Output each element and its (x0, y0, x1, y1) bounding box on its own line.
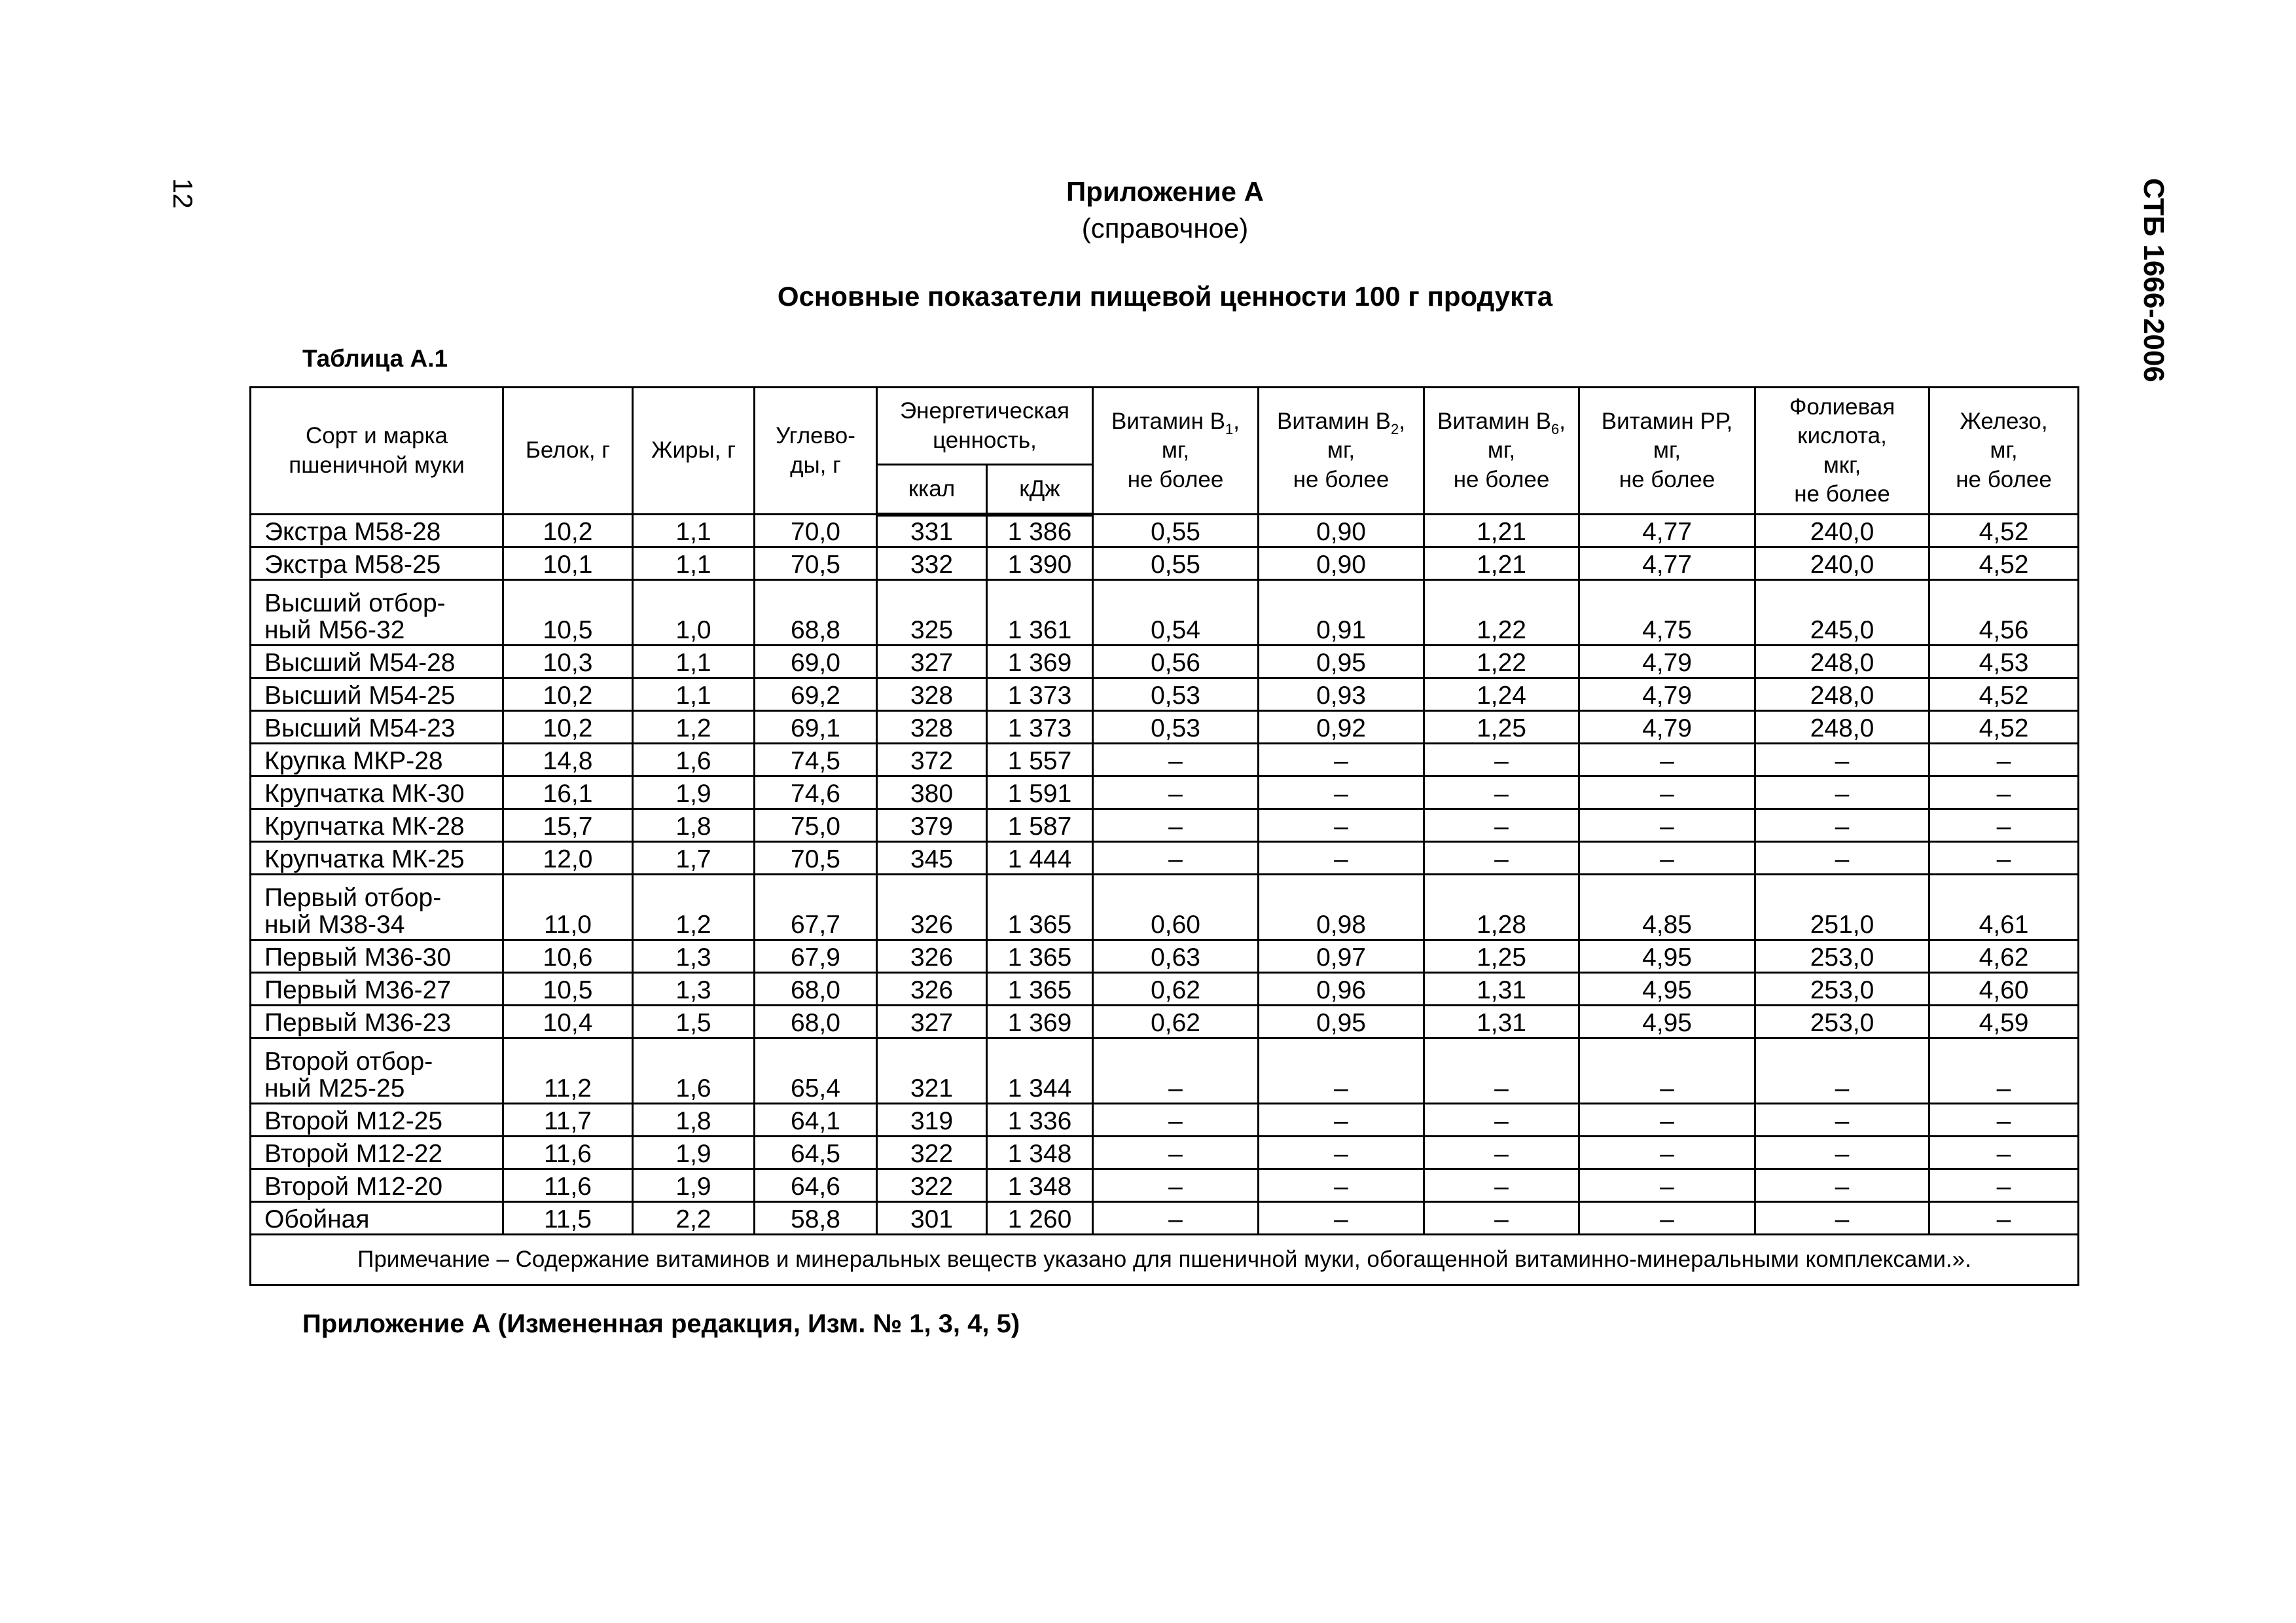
cell-kj: 1 260 (987, 1202, 1093, 1235)
cell-b2: – (1259, 809, 1424, 842)
cell-b2: – (1259, 1038, 1424, 1104)
cell-kcal: 327 (877, 646, 987, 678)
cell-pp: 4,79 (1579, 646, 1755, 678)
cell-kcal: 321 (877, 1038, 987, 1104)
cell-b1: – (1093, 776, 1259, 809)
table-note: Примечание – Содержание витаминов и минеральных веществ указано для пшеничной муки, обогащенной витаминно-минеральными комплексами.». (251, 1235, 2079, 1285)
cell-b1: – (1093, 809, 1259, 842)
header-vitamin-b1: Витамин $В_1$, мг, не более (1093, 388, 1259, 515)
cell-fat: 1,6 (633, 1038, 755, 1104)
cell-b1: 0,60 (1093, 875, 1259, 940)
row-sort-name-line: Крупка МКР-28 (264, 747, 443, 776)
row-sort-name-line: Обойная (264, 1205, 370, 1234)
cell-protein: 15,7 (503, 809, 633, 842)
table-row (251, 809, 2079, 842)
cell-protein: 10,2 (503, 678, 633, 711)
row-sort-name-line: Экстра М58-25 (264, 551, 441, 579)
cell-iron: – (1929, 1038, 2079, 1104)
cell-kcal: 345 (877, 842, 987, 875)
cell-b2: – (1259, 1137, 1424, 1169)
cell-kj: 1 344 (987, 1038, 1093, 1104)
row-sort-name-line: Высший М54-28 (264, 649, 456, 678)
table-row (251, 875, 2079, 940)
cell-b2: 0,95 (1259, 646, 1424, 678)
cell-iron: – (1929, 1169, 2079, 1202)
header-carbs: Углево- ды, г (755, 388, 877, 515)
cell-b6: – (1424, 776, 1579, 809)
cell-kj: 1 365 (987, 875, 1093, 940)
header-folic-acid: Фолиевая кислота, мкг, не более (1755, 388, 1929, 515)
cell-folic: – (1755, 842, 1929, 875)
table-row (251, 973, 2079, 1006)
cell-kcal: 380 (877, 776, 987, 809)
cell-kj: 1 348 (987, 1137, 1093, 1169)
cell-carbs: 70,5 (755, 547, 877, 580)
cell-fat: 1,1 (633, 646, 755, 678)
cell-folic: 253,0 (1755, 1006, 1929, 1038)
cell-folic: – (1755, 744, 1929, 776)
cell-fat: 1,2 (633, 711, 755, 744)
cell-pp: – (1579, 809, 1755, 842)
header-fat: Жиры, г (633, 388, 755, 515)
cell-fat: 1,3 (633, 973, 755, 1006)
cell-fat: 2,2 (633, 1202, 755, 1235)
cell-folic: – (1755, 1169, 1929, 1202)
cell-b1: 0,53 (1093, 711, 1259, 744)
cell-protein: 16,1 (503, 776, 633, 809)
table-row (251, 940, 2079, 973)
header-energy: Энергетическая ценность, (877, 388, 1093, 465)
row-sort-name-line: Второй М12-22 (264, 1140, 443, 1169)
cell-kcal: 326 (877, 875, 987, 940)
row-sort-name (251, 973, 503, 1006)
cell-protein: 11,6 (503, 1137, 633, 1169)
cell-pp: 4,95 (1579, 973, 1755, 1006)
cell-carbs: 67,7 (755, 875, 877, 940)
cell-b6: 1,25 (1424, 940, 1579, 973)
row-sort-name (251, 1202, 503, 1235)
cell-protein: 10,5 (503, 580, 633, 646)
cell-kj: 1 373 (987, 711, 1093, 744)
cell-b1: – (1093, 744, 1259, 776)
cell-b6: – (1424, 809, 1579, 842)
header-sort: Сорт и марка пшеничной муки (251, 388, 503, 515)
cell-carbs: 68,8 (755, 580, 877, 646)
cell-fat: 1,9 (633, 776, 755, 809)
row-sort-name (251, 515, 503, 547)
cell-iron: 4,53 (1929, 646, 2079, 678)
cell-iron: – (1929, 1137, 2079, 1169)
cell-folic: – (1755, 776, 1929, 809)
cell-kj: 1 587 (987, 809, 1093, 842)
cell-pp: – (1579, 744, 1755, 776)
cell-carbs: 69,1 (755, 711, 877, 744)
cell-folic: 245,0 (1755, 580, 1929, 646)
row-sort-name-line: Первый отбор- (264, 884, 442, 913)
cell-iron: 4,52 (1929, 678, 2079, 711)
row-sort-name (251, 875, 503, 940)
cell-b1: – (1093, 842, 1259, 875)
cell-kcal: 319 (877, 1104, 987, 1137)
cell-b2: 0,97 (1259, 940, 1424, 973)
cell-iron: 4,59 (1929, 1006, 2079, 1038)
table-row (251, 1006, 2079, 1038)
cell-b1: 0,55 (1093, 515, 1259, 547)
nutrition-table (249, 386, 2079, 1286)
cell-protein: 11,0 (503, 875, 633, 940)
cell-folic: – (1755, 1104, 1929, 1137)
row-sort-name-line: Первый М36-30 (264, 943, 452, 972)
cell-protein: 11,7 (503, 1104, 633, 1137)
appendix-title: Приложение А (1066, 176, 1265, 207)
cell-carbs: 70,0 (755, 515, 877, 547)
cell-pp: – (1579, 1104, 1755, 1137)
cell-b1: – (1093, 1104, 1259, 1137)
cell-b1: 0,63 (1093, 940, 1259, 973)
row-sort-name (251, 809, 503, 842)
cell-kcal: 328 (877, 678, 987, 711)
cell-fat: 1,2 (633, 875, 755, 940)
cell-b2: 0,91 (1259, 580, 1424, 646)
cell-b2: – (1259, 1202, 1424, 1235)
cell-carbs: 58,8 (755, 1202, 877, 1235)
cell-carbs: 74,5 (755, 744, 877, 776)
cell-pp: 4,95 (1579, 940, 1755, 973)
row-sort-name-line: ный М56-32 (264, 616, 405, 645)
cell-kcal: 325 (877, 580, 987, 646)
cell-b6: – (1424, 1202, 1579, 1235)
cell-protein: 11,6 (503, 1169, 633, 1202)
cell-pp: – (1579, 1202, 1755, 1235)
table-row (251, 580, 2079, 646)
row-sort-name (251, 744, 503, 776)
cell-protein: 14,8 (503, 744, 633, 776)
cell-carbs: 69,2 (755, 678, 877, 711)
cell-iron: – (1929, 744, 2079, 776)
cell-kj: 1 336 (987, 1104, 1093, 1137)
cell-iron: 4,56 (1929, 580, 2079, 646)
row-sort-name (251, 1038, 503, 1104)
cell-b6: – (1424, 1038, 1579, 1104)
cell-b1: – (1093, 1202, 1259, 1235)
cell-iron: 4,52 (1929, 711, 2079, 744)
cell-kj: 1 365 (987, 973, 1093, 1006)
header-protein: Белок, г (503, 388, 633, 515)
cell-b6: 1,24 (1424, 678, 1579, 711)
cell-kcal: 322 (877, 1137, 987, 1169)
page-number: 12 (168, 178, 198, 209)
cell-kcal: 328 (877, 711, 987, 744)
row-sort-name-line: Крупчатка МК-28 (264, 812, 465, 841)
row-sort-name-line: Второй М12-20 (264, 1173, 443, 1201)
cell-protein: 10,1 (503, 547, 633, 580)
cell-carbs: 75,0 (755, 809, 877, 842)
cell-carbs: 65,4 (755, 1038, 877, 1104)
cell-pp: – (1579, 1038, 1755, 1104)
row-sort-name (251, 547, 503, 580)
cell-b2: – (1259, 776, 1424, 809)
table-row (251, 678, 2079, 711)
cell-b2: – (1259, 1169, 1424, 1202)
cell-folic: 248,0 (1755, 711, 1929, 744)
cell-folic: 248,0 (1755, 646, 1929, 678)
cell-pp: 4,95 (1579, 1006, 1755, 1038)
row-sort-name-line: Крупчатка МК-25 (264, 845, 465, 874)
row-sort-name (251, 1104, 503, 1137)
table-row (251, 842, 2079, 875)
cell-iron: – (1929, 1202, 2079, 1235)
table-row (251, 711, 2079, 744)
cell-iron: 4,52 (1929, 515, 2079, 547)
cell-b6: – (1424, 1169, 1579, 1202)
header-kcal: ккал (877, 465, 987, 515)
cell-b1: 0,54 (1093, 580, 1259, 646)
appendix-subtitle: (справочное) (1081, 213, 1249, 244)
row-sort-name-line: Высший М54-25 (264, 682, 456, 710)
cell-b6: – (1424, 744, 1579, 776)
row-sort-name-line: Второй отбор- (264, 1048, 433, 1076)
cell-fat: 1,8 (633, 809, 755, 842)
cell-b6: 1,21 (1424, 515, 1579, 547)
cell-kcal: 322 (877, 1169, 987, 1202)
cell-kcal: 372 (877, 744, 987, 776)
cell-kj: 1 444 (987, 842, 1093, 875)
row-sort-name-line: Высший М54-23 (264, 714, 456, 743)
cell-b2: 0,98 (1259, 875, 1424, 940)
amendment-note: Приложение А (Измененная редакция, Изм. № 1, 3, 4, 5) (302, 1309, 1020, 1338)
cell-b2: 0,93 (1259, 678, 1424, 711)
header-iron: Железо, мг, не более (1929, 388, 2079, 515)
cell-pp: – (1579, 842, 1755, 875)
cell-folic: 248,0 (1755, 678, 1929, 711)
cell-iron: 4,52 (1929, 547, 2079, 580)
cell-kcal: 301 (877, 1202, 987, 1235)
cell-fat: 1,1 (633, 678, 755, 711)
cell-carbs: 64,6 (755, 1169, 877, 1202)
table-caption: Таблица А.1 (302, 345, 448, 372)
cell-pp: – (1579, 776, 1755, 809)
cell-kj: 1 373 (987, 678, 1093, 711)
cell-b1: 0,53 (1093, 678, 1259, 711)
cell-fat: 1,9 (633, 1137, 755, 1169)
cell-carbs: 69,0 (755, 646, 877, 678)
cell-b6: – (1424, 842, 1579, 875)
cell-iron: – (1929, 842, 2079, 875)
cell-carbs: 67,9 (755, 940, 877, 973)
cell-b1: 0,55 (1093, 547, 1259, 580)
table-row (251, 1202, 2079, 1235)
cell-kcal: 379 (877, 809, 987, 842)
table-row (251, 547, 2079, 580)
cell-kj: 1 348 (987, 1169, 1093, 1202)
cell-kcal: 326 (877, 940, 987, 973)
table-row (251, 646, 2079, 678)
cell-folic: – (1755, 1202, 1929, 1235)
cell-iron: – (1929, 776, 2079, 809)
cell-iron: – (1929, 1104, 2079, 1137)
cell-b2: – (1259, 842, 1424, 875)
cell-b6: – (1424, 1104, 1579, 1137)
cell-carbs: 70,5 (755, 842, 877, 875)
cell-folic: 253,0 (1755, 973, 1929, 1006)
row-sort-name (251, 678, 503, 711)
cell-pp: – (1579, 1137, 1755, 1169)
cell-b1: – (1093, 1137, 1259, 1169)
cell-fat: 1,1 (633, 547, 755, 580)
cell-fat: 1,7 (633, 842, 755, 875)
cell-b6: – (1424, 1137, 1579, 1169)
cell-pp: – (1579, 1169, 1755, 1202)
table-row (251, 1104, 2079, 1137)
cell-folic: 240,0 (1755, 547, 1929, 580)
row-sort-name-line: ный М38-34 (264, 911, 405, 939)
table-row (251, 1169, 2079, 1202)
cell-protein: 11,5 (503, 1202, 633, 1235)
cell-b1: 0,62 (1093, 973, 1259, 1006)
cell-b6: 1,28 (1424, 875, 1579, 940)
row-sort-name (251, 776, 503, 809)
cell-b1: 0,62 (1093, 1006, 1259, 1038)
cell-b1: – (1093, 1038, 1259, 1104)
row-sort-name-line: Первый М36-23 (264, 1009, 452, 1038)
cell-iron: 4,61 (1929, 875, 2079, 940)
cell-protein: 12,0 (503, 842, 633, 875)
header-vitamin-b6: Витамин $В_6$, мг, не более (1424, 388, 1579, 515)
cell-carbs: 68,0 (755, 973, 877, 1006)
cell-protein: 10,6 (503, 940, 633, 973)
cell-fat: 1,8 (633, 1104, 755, 1137)
row-sort-name (251, 1137, 503, 1169)
header-kj: кДж (987, 465, 1093, 515)
cell-protein: 10,2 (503, 711, 633, 744)
cell-kj: 1 591 (987, 776, 1093, 809)
row-sort-name (251, 1169, 503, 1202)
cell-kcal: 326 (877, 973, 987, 1006)
row-sort-name (251, 580, 503, 646)
cell-carbs: 74,6 (755, 776, 877, 809)
table-row (251, 1137, 2079, 1169)
cell-protein: 10,3 (503, 646, 633, 678)
cell-kj: 1 369 (987, 646, 1093, 678)
cell-folic: – (1755, 809, 1929, 842)
row-sort-name-line: Крупчатка МК-30 (264, 780, 465, 809)
cell-kcal: 332 (877, 547, 987, 580)
cell-b6: 1,22 (1424, 580, 1579, 646)
cell-b2: 0,96 (1259, 973, 1424, 1006)
cell-pp: 4,77 (1579, 547, 1755, 580)
cell-b6: 1,31 (1424, 1006, 1579, 1038)
cell-protein: 11,2 (503, 1038, 633, 1104)
row-sort-name-line: Экстра М58-28 (264, 518, 441, 547)
cell-pp: 4,77 (1579, 515, 1755, 547)
cell-kj: 1 557 (987, 744, 1093, 776)
cell-b1: – (1093, 1169, 1259, 1202)
cell-fat: 1,0 (633, 580, 755, 646)
table-row (251, 1038, 2079, 1104)
cell-b2: 0,92 (1259, 711, 1424, 744)
cell-fat: 1,5 (633, 1006, 755, 1038)
table-row (251, 515, 2079, 547)
row-sort-name (251, 842, 503, 875)
cell-b2: – (1259, 1104, 1424, 1137)
row-sort-name (251, 711, 503, 744)
cell-pp: 4,79 (1579, 678, 1755, 711)
row-sort-name-line: Первый М36-27 (264, 976, 452, 1005)
cell-pp: 4,75 (1579, 580, 1755, 646)
cell-protein: 10,2 (503, 515, 633, 547)
cell-folic: 240,0 (1755, 515, 1929, 547)
cell-b6: 1,21 (1424, 547, 1579, 580)
cell-kj: 1 361 (987, 580, 1093, 646)
table-row (251, 776, 2079, 809)
cell-kj: 1 365 (987, 940, 1093, 973)
row-sort-name (251, 940, 503, 973)
cell-folic: 251,0 (1755, 875, 1929, 940)
cell-carbs: 64,5 (755, 1137, 877, 1169)
cell-fat: 1,3 (633, 940, 755, 973)
cell-kj: 1 390 (987, 547, 1093, 580)
cell-iron: 4,62 (1929, 940, 2079, 973)
cell-protein: 10,5 (503, 973, 633, 1006)
cell-b2: 0,95 (1259, 1006, 1424, 1038)
cell-kcal: 327 (877, 1006, 987, 1038)
cell-carbs: 64,1 (755, 1104, 877, 1137)
cell-protein: 10,4 (503, 1006, 633, 1038)
cell-fat: 1,1 (633, 515, 755, 547)
cell-b6: 1,25 (1424, 711, 1579, 744)
main-title: Основные показатели пищевой ценности 100 г продукта (777, 281, 1553, 312)
cell-carbs: 68,0 (755, 1006, 877, 1038)
cell-folic: – (1755, 1137, 1929, 1169)
cell-kcal: 331 (877, 515, 987, 547)
header-vitamin-pp: Витамин РР, мг, не более (1579, 388, 1755, 515)
row-sort-name-line: Второй М12-25 (264, 1107, 443, 1136)
cell-pp: 4,85 (1579, 875, 1755, 940)
table-row (251, 744, 2079, 776)
cell-pp: 4,79 (1579, 711, 1755, 744)
cell-b2: 0,90 (1259, 515, 1424, 547)
standard-code: СТБ 1666-2006 (2138, 178, 2170, 382)
cell-b1: 0,56 (1093, 646, 1259, 678)
cell-iron: – (1929, 809, 2079, 842)
cell-b2: 0,90 (1259, 547, 1424, 580)
cell-folic: 253,0 (1755, 940, 1929, 973)
cell-b6: 1,22 (1424, 646, 1579, 678)
cell-kj: 1 369 (987, 1006, 1093, 1038)
cell-fat: 1,9 (633, 1169, 755, 1202)
cell-folic: – (1755, 1038, 1929, 1104)
cell-iron: 4,60 (1929, 973, 2079, 1006)
cell-b2: – (1259, 744, 1424, 776)
header-vitamin-b2: Витамин $В_2$, мг, не более (1259, 388, 1424, 515)
row-sort-name (251, 1006, 503, 1038)
cell-b6: 1,31 (1424, 973, 1579, 1006)
row-sort-name-line: Высший отбор- (264, 589, 446, 618)
cell-fat: 1,6 (633, 744, 755, 776)
cell-kj: 1 386 (987, 515, 1093, 547)
row-sort-name (251, 646, 503, 678)
row-sort-name-line: ный М25-25 (264, 1074, 405, 1103)
